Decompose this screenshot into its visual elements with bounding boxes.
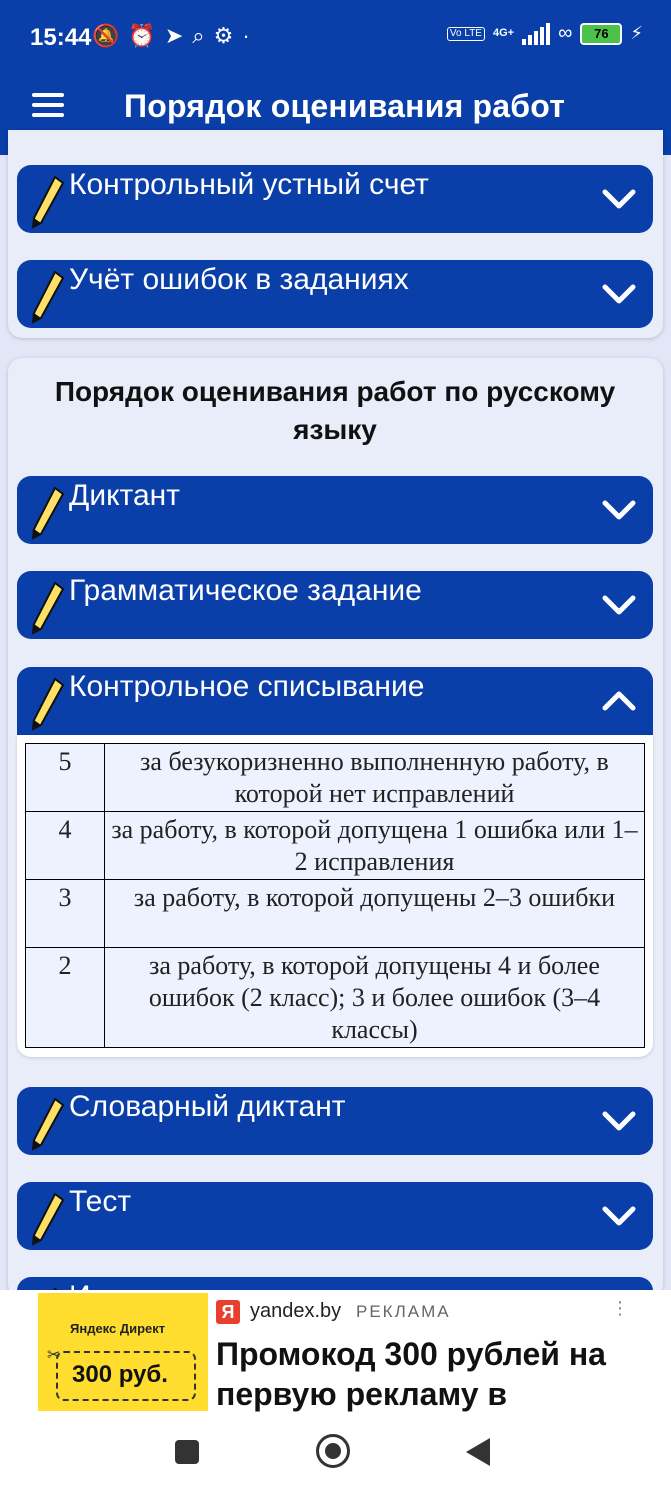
pencil-icon bbox=[31, 581, 65, 635]
signal-icon bbox=[522, 23, 550, 45]
accordion-label: Контрольное списывание bbox=[69, 670, 425, 703]
accordion-label: Грамматическое задание bbox=[69, 574, 422, 607]
grade-cell: 3 bbox=[26, 880, 105, 948]
status-icons-right bbox=[447, 22, 643, 45]
chevron-down-icon[interactable] bbox=[601, 591, 637, 619]
network-type: 4G+ bbox=[492, 27, 515, 39]
yandex-logo-icon: Я bbox=[216, 1300, 240, 1324]
accordion-test[interactable] bbox=[17, 1182, 653, 1250]
grades-table bbox=[25, 743, 645, 1048]
mute-icon: 🔕 bbox=[92, 23, 120, 48]
ad-banner[interactable] bbox=[0, 1290, 671, 1420]
ad-headline[interactable]: Промокод 300 рублей на первую рекламу в bbox=[216, 1336, 606, 1412]
table-row bbox=[26, 812, 645, 880]
chevron-down-icon[interactable] bbox=[601, 185, 637, 213]
status-icons-left bbox=[92, 22, 250, 50]
accordion-oral-count[interactable] bbox=[17, 165, 653, 233]
ad-tag: РЕКЛАМА bbox=[356, 1302, 451, 1321]
description-cell: за работу, в которой допущены 4 и более ошибок (2 класс); 3 и более ошибок (3–4 классы) bbox=[105, 948, 645, 1048]
chevron-down-icon[interactable] bbox=[601, 280, 637, 308]
ad-coupon-value: 300 руб. bbox=[72, 1361, 168, 1388]
gear-icon: ⚙ bbox=[213, 23, 234, 48]
more-options-icon[interactable]: ⋮ bbox=[611, 1298, 629, 1318]
page-title: Порядок оценивания работ bbox=[124, 88, 566, 124]
menu-icon[interactable] bbox=[32, 93, 64, 117]
pencil-icon bbox=[31, 1192, 65, 1246]
table-row bbox=[26, 948, 645, 1048]
scissors-icon: ✂ bbox=[47, 1347, 61, 1364]
ad-image[interactable] bbox=[38, 1293, 208, 1411]
grade-cell: 4 bbox=[26, 812, 105, 880]
accordion-label: Диктант bbox=[69, 479, 180, 512]
accordion-label: Тест bbox=[69, 1185, 132, 1218]
pencil-icon bbox=[31, 486, 65, 540]
grade-cell: 2 bbox=[26, 948, 105, 1048]
volte-icon: Vo LTE bbox=[447, 27, 485, 41]
recents-button[interactable] bbox=[175, 1440, 199, 1464]
dot-icon: · bbox=[242, 23, 250, 48]
accordion-label: Словарный диктант bbox=[69, 1090, 346, 1123]
system-nav-bar bbox=[0, 1420, 671, 1492]
pencil-icon bbox=[31, 175, 65, 229]
battery-level: 76 bbox=[594, 26, 609, 41]
table-row bbox=[26, 744, 645, 812]
status-time: 15:44 bbox=[30, 24, 92, 51]
accordion-label: Учёт ошибок в заданиях bbox=[69, 263, 409, 296]
chevron-down-icon[interactable] bbox=[601, 1107, 637, 1135]
description-cell: за работу, в которой допущена 1 ошибка или 1–2 исправления bbox=[105, 812, 645, 880]
table-row bbox=[26, 880, 645, 948]
chevron-down-icon[interactable] bbox=[601, 496, 637, 524]
accordion-dictation[interactable] bbox=[17, 476, 653, 544]
pencil-icon bbox=[31, 677, 65, 731]
alarm-icon: ⏰ bbox=[128, 23, 156, 48]
description-cell: за безукоризненно выполненную работу, в которой нет исправлений bbox=[105, 744, 645, 812]
search-icon: ⌕ bbox=[192, 23, 205, 48]
accordion-vocab-dictation[interactable] bbox=[17, 1087, 653, 1155]
section-title: Порядок оценивания работ по русскому языку bbox=[54, 376, 616, 445]
accordion-panel-copying bbox=[17, 735, 653, 1057]
ad-brand: Яндекс Директ bbox=[70, 1321, 166, 1336]
pencil-icon bbox=[31, 270, 65, 324]
chevron-down-icon[interactable] bbox=[601, 1202, 637, 1230]
charging-icon: ⚡ bbox=[630, 23, 643, 43]
accordion-copying[interactable] bbox=[17, 667, 653, 735]
chevron-up-icon[interactable] bbox=[601, 687, 637, 715]
back-button[interactable] bbox=[466, 1438, 490, 1466]
accordion-errors[interactable] bbox=[17, 260, 653, 328]
home-button[interactable] bbox=[316, 1434, 350, 1468]
accordion-label: Контрольный устный счет bbox=[69, 168, 429, 201]
accordion-grammar[interactable] bbox=[17, 571, 653, 639]
description-cell: за работу, в которой допущены 2–3 ошибки bbox=[105, 880, 645, 948]
grade-cell: 5 bbox=[26, 744, 105, 812]
status-bar bbox=[0, 18, 671, 58]
battery-icon bbox=[580, 23, 622, 45]
ad-source[interactable]: yandex.by bbox=[250, 1300, 342, 1322]
pencil-icon bbox=[31, 1097, 65, 1151]
telegram-icon: ➤ bbox=[164, 23, 184, 48]
ad-coupon bbox=[56, 1351, 196, 1401]
hotspot-icon: ∞ bbox=[558, 22, 573, 44]
